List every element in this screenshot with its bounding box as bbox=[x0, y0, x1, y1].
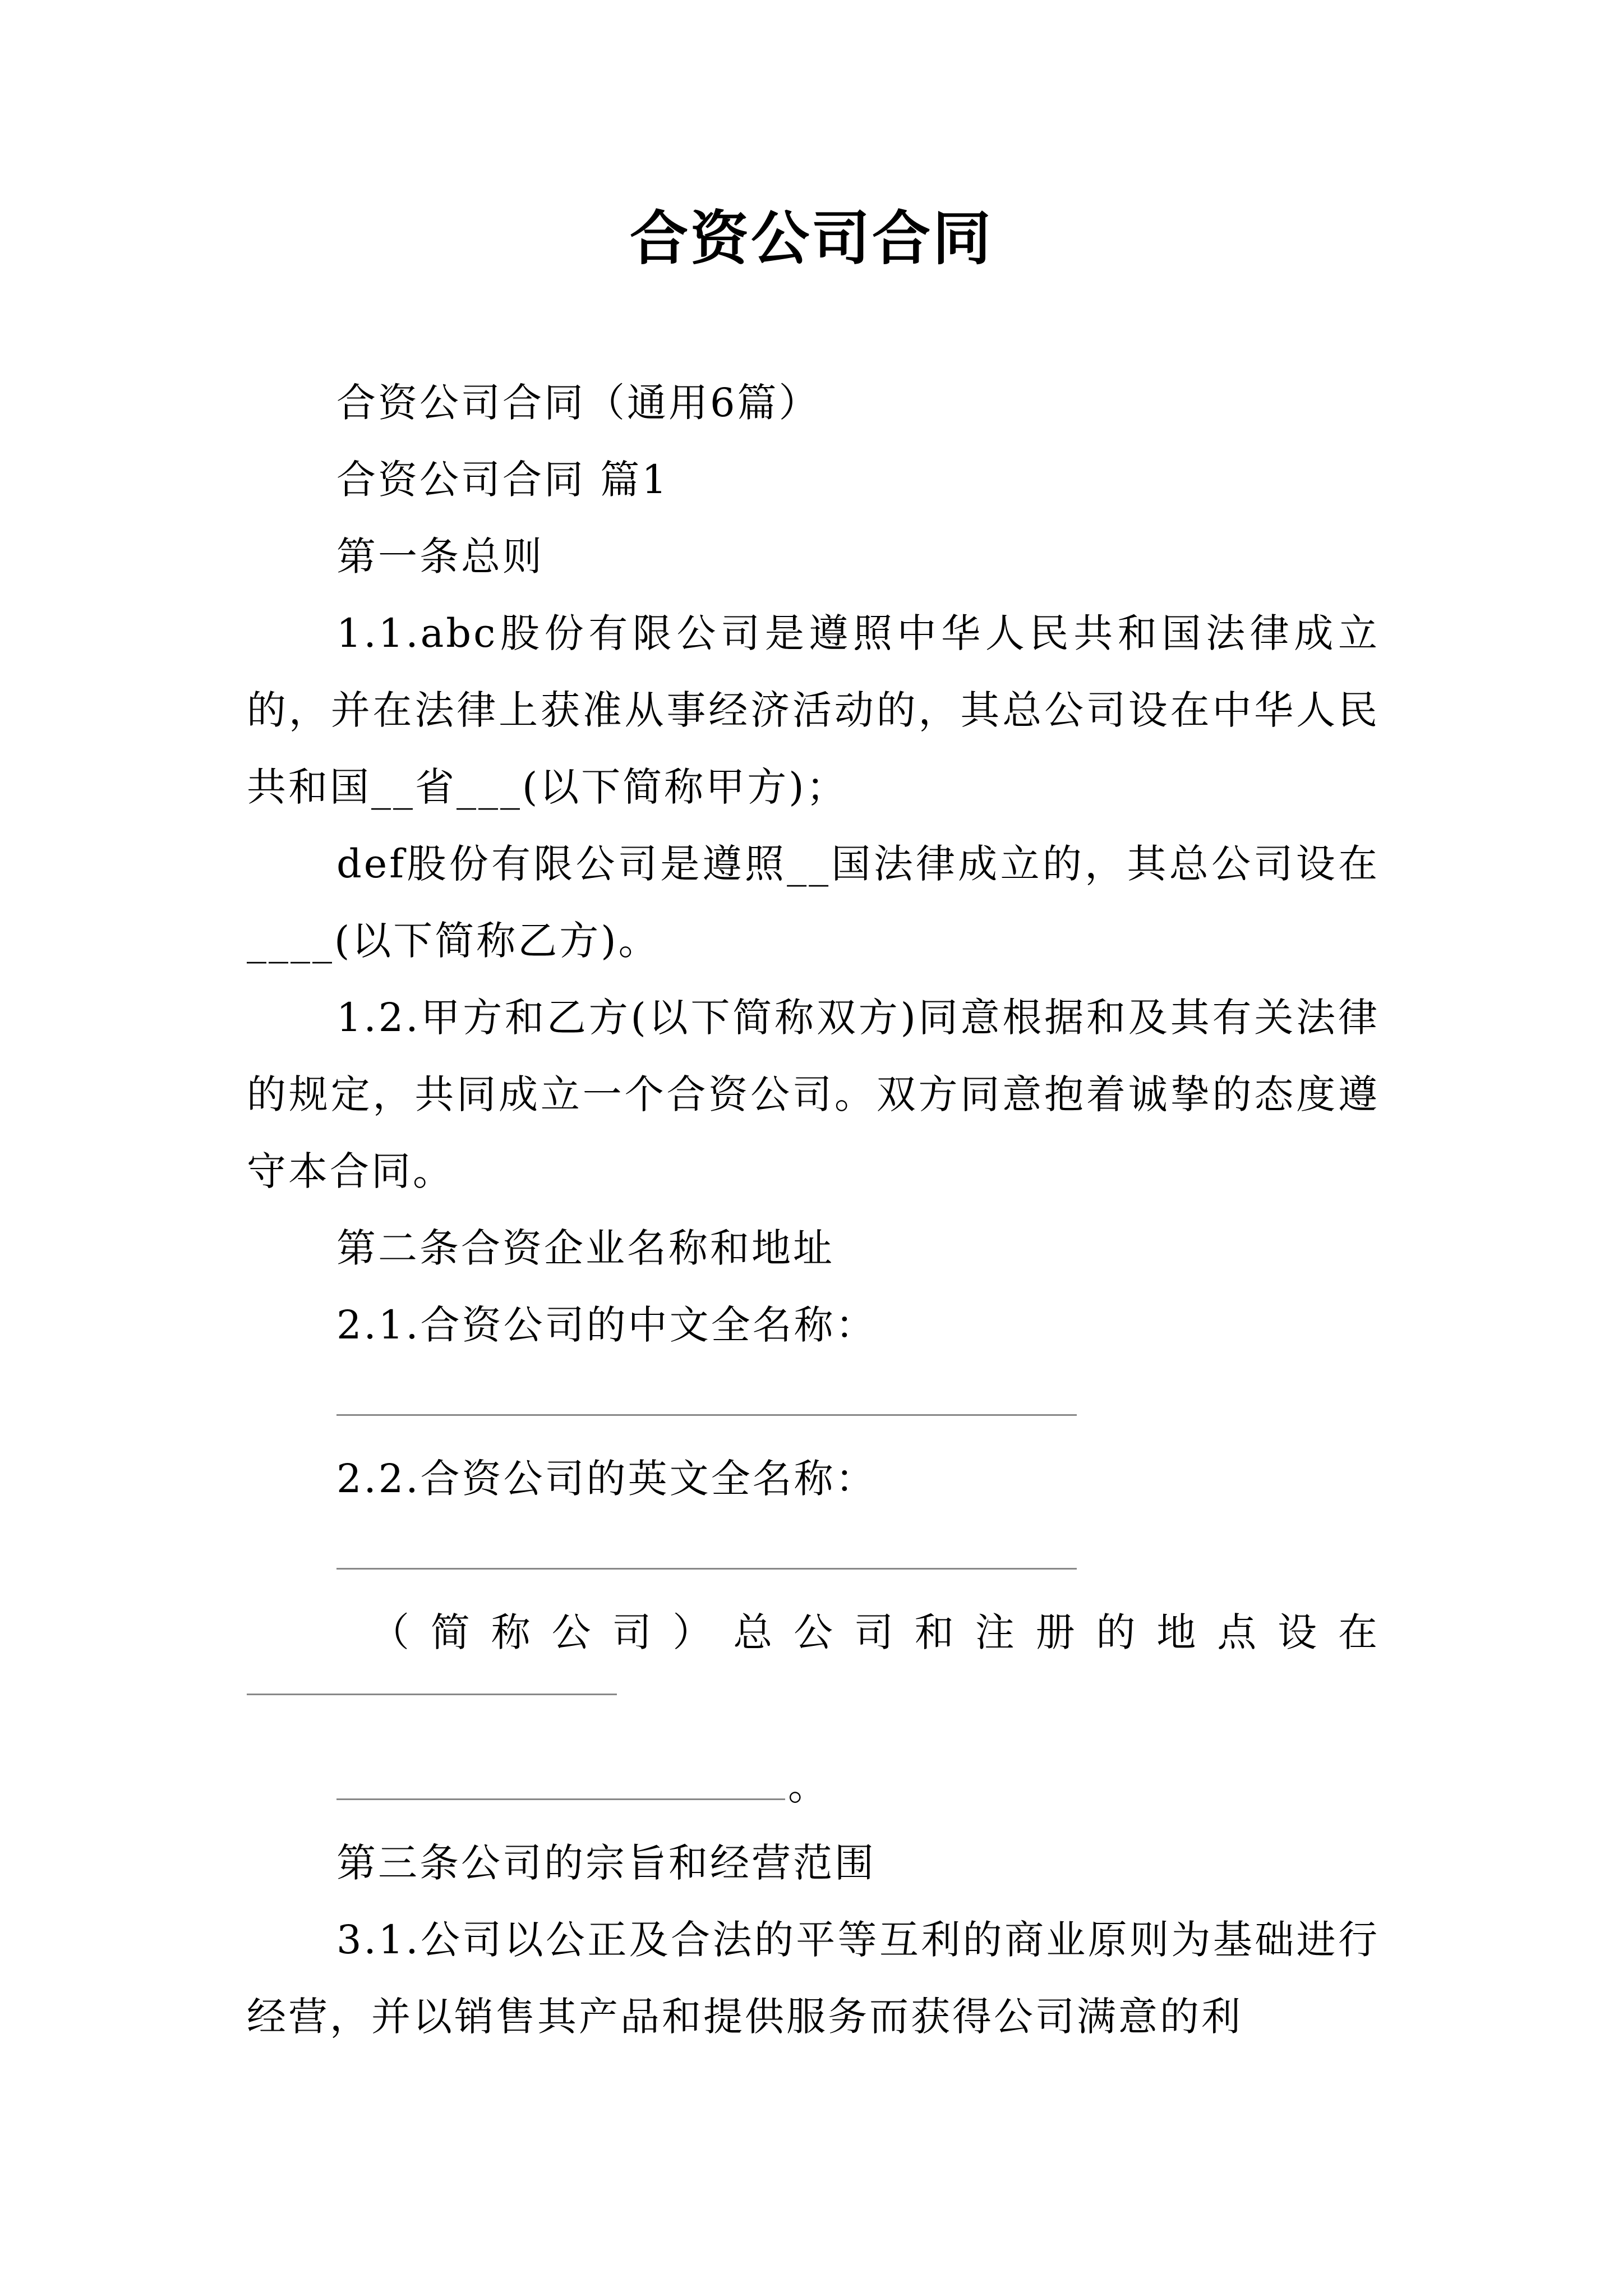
hq-char: 点 bbox=[1217, 1609, 1259, 1655]
article-2-title: 第二条合资企业名称和地址 bbox=[336, 1225, 834, 1271]
blank-chinese-name-line bbox=[247, 1364, 1380, 1441]
period-mark: 。 bbox=[788, 1763, 829, 1809]
heading-part-1: 合资公司合同 篇1 bbox=[336, 457, 669, 503]
paragraph-def: def股份有限公司是遵照__国法律成立的，其总公司设在____(以下简称乙方)。 bbox=[247, 841, 1380, 964]
hq-char: 注 bbox=[975, 1609, 1017, 1655]
paragraph-1-1: 1.1.abc股份有限公司是遵照中华人民共和国法律成立的，并在法律上获准从事经济活动的，其总公司设在中华人民共和国__省___(以下简称甲方)； bbox=[247, 610, 1380, 810]
hq-char: 设 bbox=[1278, 1609, 1320, 1655]
hq-char: 的 bbox=[1096, 1609, 1138, 1655]
fill-in-rule bbox=[336, 1568, 1077, 1570]
hq-char: 和 bbox=[914, 1609, 956, 1655]
hq-char: 公 bbox=[551, 1609, 593, 1655]
document-body bbox=[247, 365, 1380, 2055]
paragraph-1-2: 1.2.甲方和乙方(以下简称双方)同意根据和及其有关法律的规定，共同成立一个合资公司。双方同意抱着诚挚的态度遵守本合同。 bbox=[247, 995, 1380, 1194]
article-3-title: 第三条公司的宗旨和经营范围 bbox=[336, 1840, 876, 1886]
hq-char: （ bbox=[370, 1609, 412, 1655]
paragraph-3-1: 3.1.公司以公正及合法的平等互利的商业原则为基础进行经营，并以销售其产品和提供服务而获得公司满意的利 bbox=[247, 1917, 1380, 2040]
heading-collection: 合资公司合同（通用6篇） bbox=[336, 380, 820, 426]
paragraph-headquarters bbox=[247, 1594, 1380, 1671]
blank-hq-line-1 bbox=[247, 1671, 1380, 1748]
hq-char: 简 bbox=[430, 1609, 472, 1655]
hq-char: ） bbox=[672, 1609, 714, 1655]
paragraph-2-1: 2.1.合资公司的中文全名称： bbox=[336, 1302, 877, 1348]
hq-char: 公 bbox=[794, 1609, 836, 1655]
hq-char: 司 bbox=[612, 1609, 654, 1655]
paragraph-2-2: 2.2.合资公司的英文全名称： bbox=[336, 1456, 877, 1502]
hq-char: 在 bbox=[1338, 1609, 1380, 1655]
hq-char: 册 bbox=[1035, 1609, 1077, 1655]
hq-char: 地 bbox=[1156, 1609, 1198, 1655]
article-1-title: 第一条总则 bbox=[336, 533, 544, 579]
fill-in-rule bbox=[336, 1414, 1077, 1416]
hq-char: 称 bbox=[491, 1609, 533, 1655]
fill-in-rule bbox=[336, 1798, 785, 1800]
hq-char: 司 bbox=[854, 1609, 896, 1655]
document-title: 合资公司合同 bbox=[629, 204, 993, 273]
hq-char: 总 bbox=[733, 1609, 775, 1655]
blank-hq-line-2 bbox=[247, 1748, 1380, 1825]
fill-in-rule bbox=[247, 1694, 617, 1695]
blank-english-name-line bbox=[247, 1517, 1380, 1594]
